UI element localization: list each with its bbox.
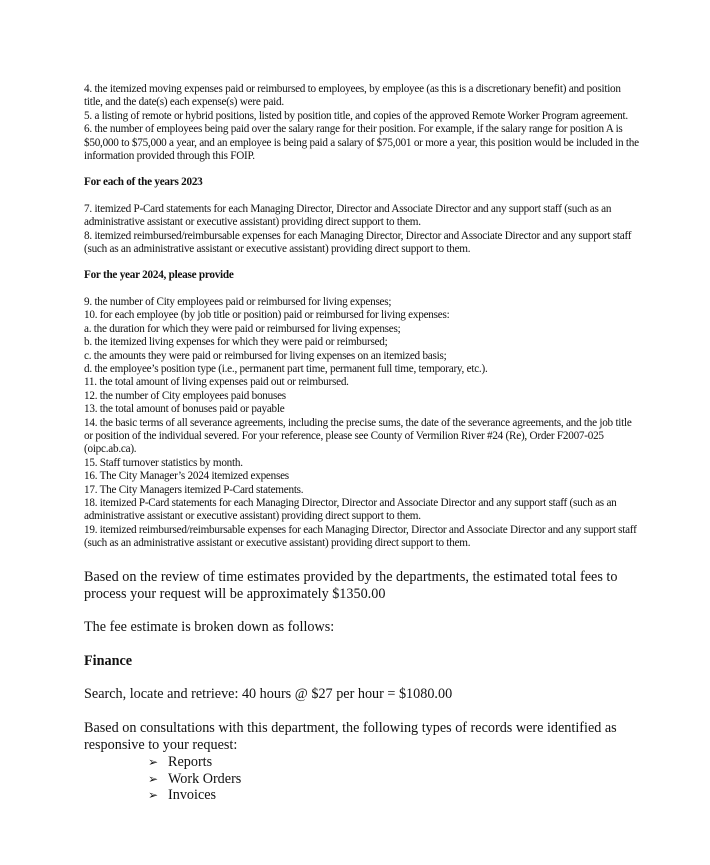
record-type-item [148,754,640,771]
request-item-19: 19. itemized reimbursed/reimbursable expenses for each Managing Director, Director and Associate Director and any support staff (such as an administrative assistant or executive assistant) providing direct support to them. [84,523,637,550]
section-3-items [84,296,640,551]
request-item-12: 12. the number of City employees paid bonuses [84,389,286,402]
section-2-items [84,203,640,257]
request-item-10b: b. the itemized living expenses for which they were paid or reimbursed; [84,336,388,349]
record-type-item [148,771,640,788]
record-type-item [148,787,640,804]
request-item-14: 14. the basic terms of all severance agreements, including the precise sums, the date of the severance agreements, and the job title or position of the individual severed. For your reference, please see County of Vermilion River #24 (Re), Order F2007-025 (oipc.ab.ca). [84,416,632,456]
department-heading: Finance [84,652,133,669]
request-item-4: 4. the itemized moving expenses paid or reimbursed to employees, by employee (as this is a discretionary benefit) and position title, and the date(s) each expense(s) were paid. [84,83,621,109]
request-item-8: 8. itemized reimbursed/reimbursable expenses for each Managing Director, Director and Associate Director and any support staff (such as an administrative assistant or executive assistant) providing direct support to them. [84,229,632,256]
fee-estimate-block [84,569,640,804]
request-item-10: 10. for each employee (by job title or position) paid or reimbursed for living expenses: [84,309,450,322]
arrow-bullet-icon: ➢ [148,755,159,770]
request-item-16: 16. The City Manager’s 2024 itemized expenses [84,470,289,483]
request-item-18: 18. itemized P-Card statements for each Managing Director, Director and Associate Director and any support staff (such as an administrative assistant or executive assistant) providing direct support to them. [84,496,617,523]
request-items-block [84,83,640,551]
request-item-10c: c. the amounts they were paid or reimbursed for living expenses on an itemized basis; [84,349,447,362]
search-fee-line: Search, locate and retrieve: 40 hours @ $27 per hour = $1080.00 [84,686,453,703]
request-item-13: 13. the total amount of bonuses paid or payable [84,403,285,416]
heading-2023: For each of the years 2023 [84,176,203,189]
record-type-label: Reports [168,754,213,771]
request-item-7: 7. itemized P-Card statements for each Managing Director, Director and Associate Director and any support staff (such as an administrative assistant or executive assistant) providing direct support to them. [84,202,612,229]
request-item-17: 17. The City Managers itemized P-Card statements. [84,483,304,496]
arrow-bullet-icon: ➢ [148,771,159,786]
consultation-paragraph: Based on consultations with this department, the following types of records were identified as responsive to your request: [84,719,617,754]
request-item-11: 11. the total amount of living expenses paid out or reimbursed. [84,376,349,389]
request-item-6: 6. the number of employees being paid over the salary range for their position. For example, if the salary range for position A is $50,000 to $75,000 a year, and an employee is being paid a salary of $75,001 or more a year, this position would be included in the information provided through this FOIP. [84,123,639,163]
request-item-10a: a. the duration for which they were paid or reimbursed for living expenses; [84,322,401,335]
heading-2024: For the year 2024, please provide [84,269,234,282]
request-item-5: 5. a listing of remote or hybrid positions, listed by position title, and copies of the approved Remote Worker Program agreement. [84,109,628,122]
request-item-15: 15. Staff turnover statistics by month. [84,456,243,469]
estimate-paragraph: Based on the review of time estimates provided by the departments, the estimated total fees to process your request will be approximately $1350.00 [84,568,618,602]
record-type-label: Invoices [168,787,217,804]
document-body [84,83,640,804]
section-1-items [84,83,640,163]
arrow-bullet-icon: ➢ [148,788,159,803]
record-types-list [84,754,640,804]
request-item-9: 9. the number of City employees paid or reimbursed for living expenses; [84,295,392,308]
record-type-label: Work Orders [168,770,242,787]
breakdown-intro: The fee estimate is broken down as follows: [84,619,335,636]
request-item-10d: d. the employee’s position type (i.e., permanent part time, permanent full time, temporary, etc.). [84,362,488,375]
